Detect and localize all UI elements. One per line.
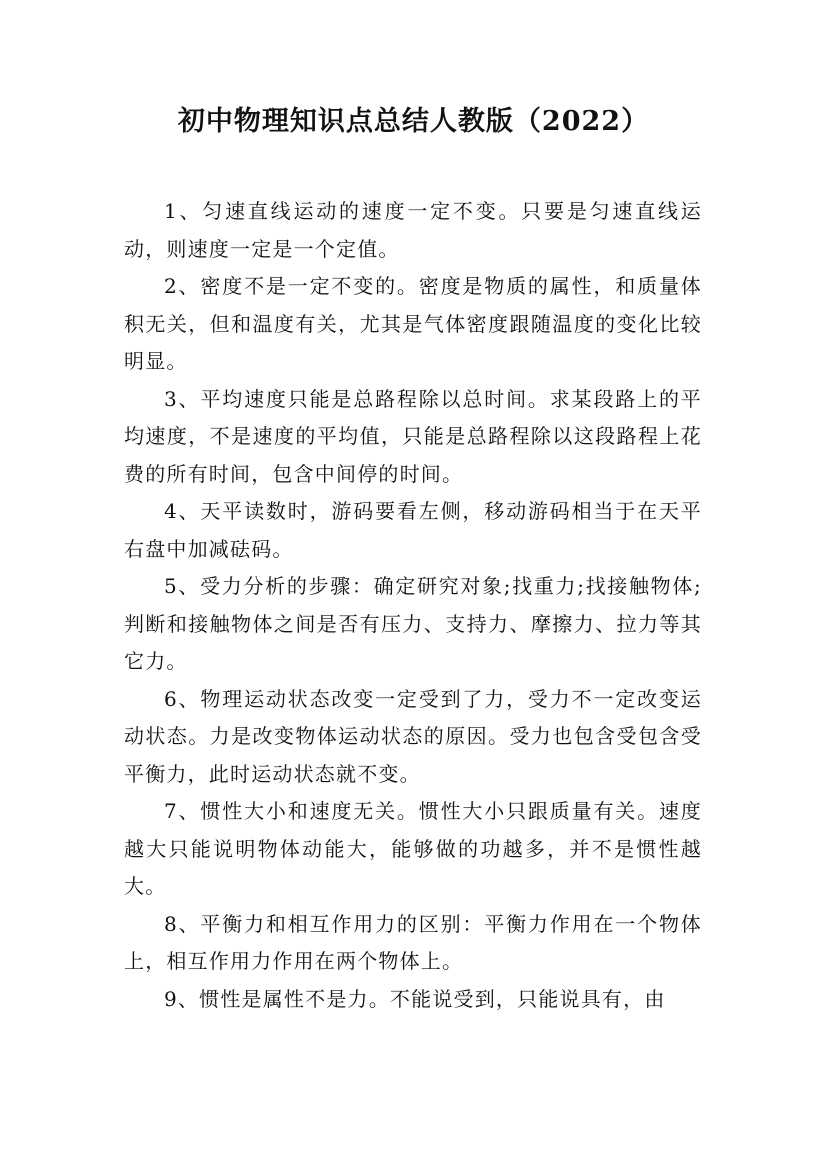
document-body bbox=[124, 193, 702, 1018]
paragraph-5: 5、受力分析的步骤：确定研究对象;找重力;找接触物体;判断和接触物体之间是否有压力、支持力、摩擦力、拉力等其它力。 bbox=[124, 574, 702, 673]
paragraph-8: 8、平衡力和相互作用力的区别：平衡力作用在一个物体上，相互作用力作用在两个物体上。 bbox=[124, 911, 702, 973]
paragraph-1: 1、匀速直线运动的速度一定不变。只要是匀速直线运动，则速度一定是一个定值。 bbox=[124, 199, 702, 261]
paragraph-3: 3、平均速度只能是总路程除以总时间。求某段路上的平均速度，不是速度的平均值，只能是总路程除以这段路程上花费的所有时间，包含中间停的时间。 bbox=[124, 386, 702, 486]
document-title: 初中物理知识点总结人教版（2022） bbox=[177, 106, 650, 137]
paragraph-2: 2、密度不是一定不变的。密度是物质的属性，和质量体积无关，但和温度有关，尤其是气体密度跟随温度的变化比较明显。 bbox=[124, 274, 702, 373]
paragraph-6: 6、物理运动状态改变一定受到了力，受力不一定改变运动状态。力是改变物体运动状态的原因。受力也包含受包含受平衡力，此时运动状态就不变。 bbox=[124, 686, 702, 786]
paragraph-9: 9、惯性是属性不是力。不能说受到，只能说具有，由 bbox=[164, 986, 666, 1011]
paragraph-7: 7、惯性大小和速度无关。惯性大小只跟质量有关。速度越大只能说明物体动能大，能够做的功越多，并不是惯性越大。 bbox=[124, 799, 702, 898]
paragraph-4: 4、天平读数时，游码要看左侧，移动游码相当于在天平右盘中加减砝码。 bbox=[124, 499, 702, 561]
